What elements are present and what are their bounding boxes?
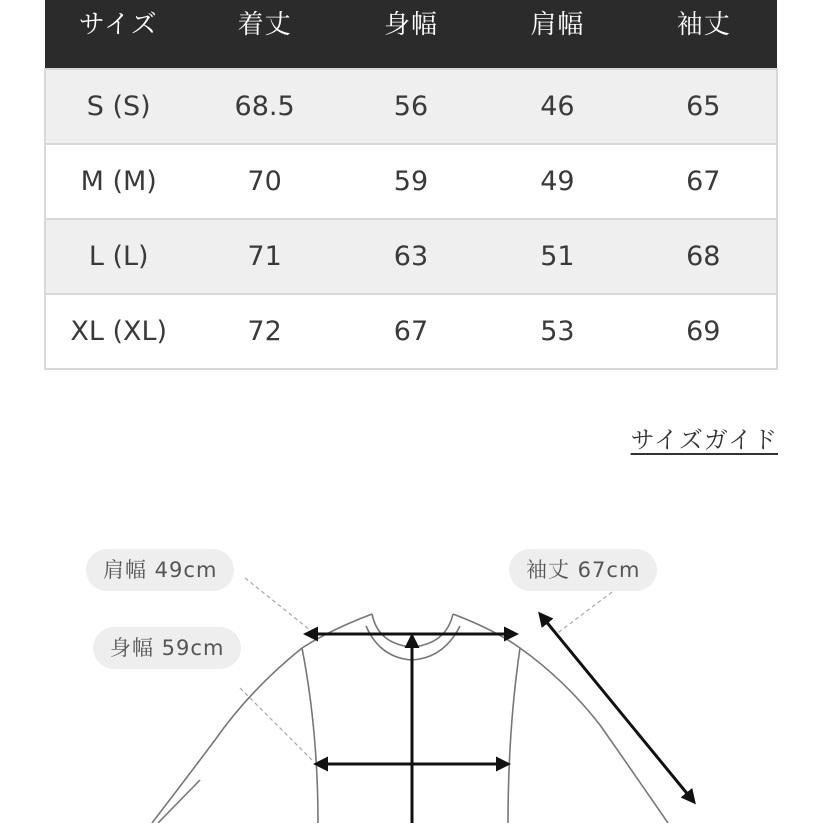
sleeve-length-label: 袖丈 67cm [509, 549, 657, 591]
cell-body-width: 59 [338, 144, 484, 219]
cell-shoulder-width: 49 [484, 144, 630, 219]
cell-shoulder-width: 51 [484, 219, 630, 294]
cell-length: 71 [191, 219, 337, 294]
table-row [45, 144, 777, 219]
header-size: サイズ [45, 0, 191, 69]
sleeve-leader-line [555, 592, 612, 635]
size-table [44, 0, 778, 370]
garment-diagram [0, 530, 823, 827]
cell-sleeve-length: 65 [631, 69, 777, 144]
table-row [45, 69, 777, 144]
shoulder-leader-line [245, 578, 310, 630]
size-guide-link[interactable]: サイズガイド [630, 426, 778, 454]
table-row [45, 294, 777, 369]
header-sleeve-length: 袖丈 [631, 0, 777, 69]
cell-sleeve-length: 67 [631, 144, 777, 219]
cell-shoulder-width: 46 [484, 69, 630, 144]
table-row [45, 219, 777, 294]
cell-body-width: 67 [338, 294, 484, 369]
cell-size: S (S) [45, 69, 191, 144]
cell-size: XL (XL) [45, 294, 191, 369]
header-shoulder-width: 肩幅 [484, 0, 630, 69]
cell-length: 70 [191, 144, 337, 219]
shoulder-width-label: 肩幅 49cm [86, 549, 234, 591]
body-width-label: 身幅 59cm [93, 627, 241, 669]
cell-sleeve-length: 69 [631, 294, 777, 369]
cell-body-width: 63 [338, 219, 484, 294]
table-header-row [45, 0, 777, 69]
cell-shoulder-width: 53 [484, 294, 630, 369]
cell-sleeve-length: 68 [631, 219, 777, 294]
header-body-width: 身幅 [338, 0, 484, 69]
cell-length: 68.5 [191, 69, 337, 144]
body-leader-line [240, 688, 312, 760]
cell-length: 72 [191, 294, 337, 369]
cell-body-width: 56 [338, 69, 484, 144]
cell-size: L (L) [45, 219, 191, 294]
cell-size: M (M) [45, 144, 191, 219]
sleeve-length-arrow [540, 614, 694, 802]
header-length: 着丈 [191, 0, 337, 69]
